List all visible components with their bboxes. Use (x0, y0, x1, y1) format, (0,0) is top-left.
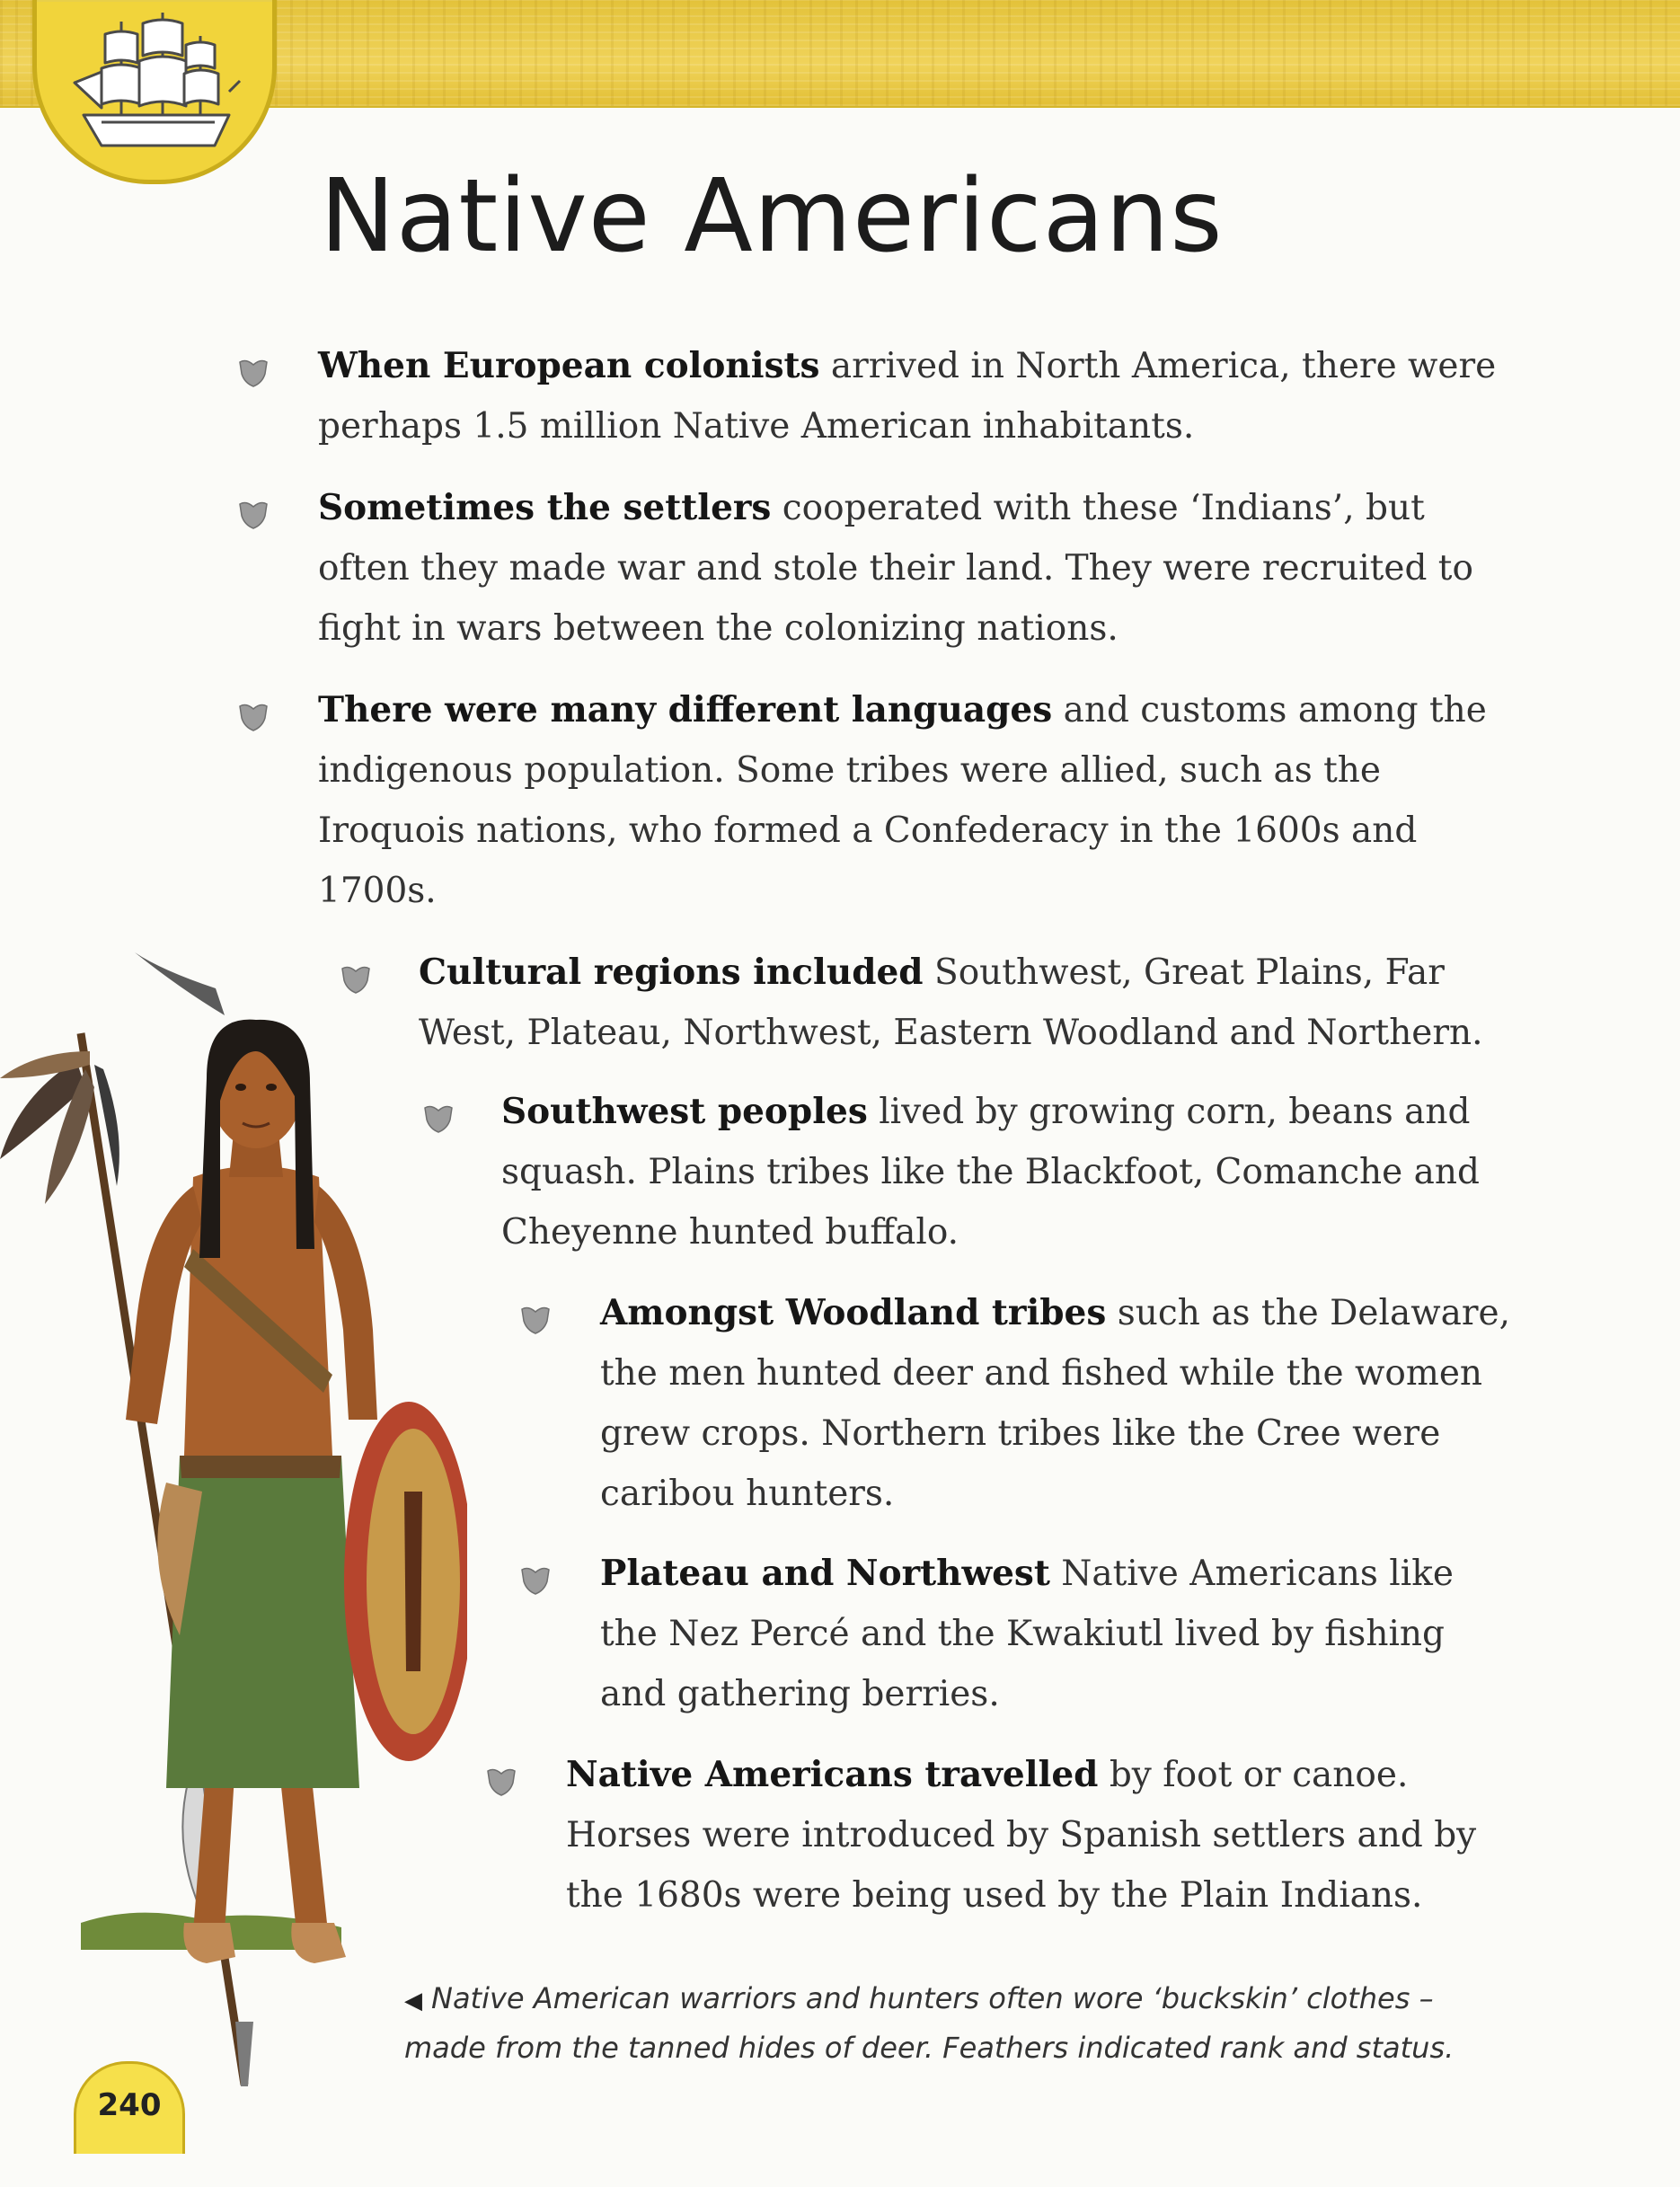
shield-icon (485, 1766, 517, 1797)
fact-item (600, 1544, 1516, 1724)
fact-item (566, 1745, 1500, 1926)
shield-icon (237, 500, 270, 530)
fact-lead: Sometimes the settlers (318, 487, 772, 528)
shield-icon (519, 1565, 552, 1596)
fact-lead: Southwest peoples (501, 1091, 868, 1132)
page-title: Native Americans (320, 158, 1224, 275)
fact-item (318, 478, 1504, 659)
fact-item (501, 1082, 1499, 1262)
fact-lead: Native Americans travelled (566, 1754, 1099, 1795)
fact-lead: Amongst Woodland tribes (600, 1292, 1107, 1333)
fact-lead: There were many different languages (318, 689, 1053, 730)
shield-icon (237, 358, 270, 388)
page-number: 240 (74, 2061, 185, 2154)
sailing-ship-icon (66, 9, 245, 162)
shield-icon (519, 1305, 552, 1335)
caption-arrow-icon: ◀ (404, 1988, 422, 2014)
fact-lead: Cultural regions included (419, 952, 924, 993)
fact-item (318, 680, 1504, 921)
section-badge (32, 0, 277, 184)
fact-text: lived by growing corn, beans and squash. Plains tribes like the Blackfoot, Comanche and Cheyenne hunted buffalo. (501, 1092, 1480, 1253)
fact-item (318, 336, 1504, 456)
fact-text: Southwest, Great Plains, Far West, Plateau, Northwest, Eastern Woodland and Northern. (419, 952, 1483, 1053)
fact-item (600, 1283, 1525, 1524)
fact-text: Native Americans like the Nez Percé and the Kwakiutl lived by fishing and gathering berries. (600, 1554, 1454, 1714)
fact-text: such as the Delaware, the men hunted deer and fished while the women grew crops. Northern tribes like the Cree were caribou hunters. (600, 1293, 1510, 1514)
illustration-caption (404, 1975, 1464, 2071)
fact-lead: Plateau and Northwest (600, 1553, 1050, 1594)
fact-item (419, 943, 1533, 1063)
fact-text: arrived in North America, there were perhaps 1.5 million Native American inhabitants. (318, 346, 1497, 447)
fact-text: by foot or canoe. Horses were introduced by Spanish settlers and by the 1680s were being used by the Plain Indians. (566, 1755, 1477, 1916)
fact-lead: When European colonists (318, 345, 820, 386)
fact-text: cooperated with these ‘Indians’, but often they made war and stole their land. They were recruited to fight in wars between the colonizing nations. (318, 488, 1473, 649)
native-american-warrior-illustration (0, 952, 467, 2129)
caption-text: Native American warriors and hunters often wore ‘buckskin’ clothes – made from the tanned hides of deer. Feathers indicated rank and status. (404, 1981, 1455, 2065)
fact-text: and customs among the indigenous population. Some tribes were allied, such as the Iroquois nations, who formed a Confederacy in the 1600s and 1700s. (318, 690, 1487, 911)
shield-icon (237, 702, 270, 732)
